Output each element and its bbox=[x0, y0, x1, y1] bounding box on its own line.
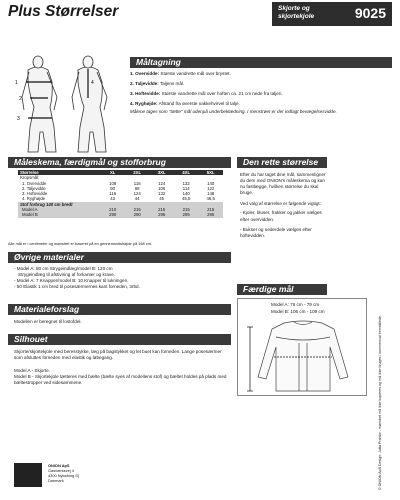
cell: 215 bbox=[149, 207, 174, 212]
cell: 132 bbox=[158, 191, 166, 197]
pattern-number: 9025 bbox=[354, 5, 386, 21]
cell: 124 bbox=[133, 191, 141, 197]
list-item: - 50 Elastik 1 cm bred til posesærmernes kant forneden, 3rbd. bbox=[14, 284, 140, 290]
finished-heading: Færdige mål bbox=[237, 284, 327, 295]
fabric-text: Modellen er beregnet til lostofdel. bbox=[14, 319, 82, 324]
product-badge bbox=[272, 2, 392, 26]
fabric-heading: Materialeforslag bbox=[8, 304, 231, 315]
materials-list bbox=[14, 266, 229, 290]
size-chart-heading: Måleskema, færdigmål og stofforbrug bbox=[8, 157, 231, 168]
cell: 43 bbox=[110, 196, 116, 202]
cell: 108 bbox=[109, 180, 117, 186]
row-label: 2. Taljevidde bbox=[22, 185, 46, 191]
finished-model-a: Model A: 76 cm - 79 cm bbox=[271, 302, 320, 307]
fabric-heading: Stof forbrug 140 cm bredt bbox=[18, 202, 223, 207]
measuring-item-text: Taljens mål. bbox=[159, 81, 185, 87]
measuring-item-text: Største vandrette mål over brystet. bbox=[160, 71, 231, 76]
silhouette-body bbox=[14, 349, 229, 386]
cell: 295 bbox=[174, 212, 199, 217]
company-city: 4300 Nykøbing Sj bbox=[48, 473, 79, 478]
size-column-header: 3XL bbox=[149, 170, 174, 175]
cell: 98 bbox=[134, 185, 140, 191]
measuring-item bbox=[130, 71, 392, 77]
silhouette-paragraph: Skjorte/skjortekjole med beresstykke, læg på bagstykket og let buet kan forneden. Lange posesærmer som afsluttes forneden med elastik og løbegang. bbox=[14, 349, 222, 361]
silhouette-model-a: Model A - Skjorte. bbox=[14, 368, 51, 374]
product-line-1: Skjorte og bbox=[278, 5, 310, 12]
svg-text:3: 3 bbox=[17, 116, 20, 122]
cell: 90 bbox=[110, 185, 116, 191]
measuring-item-text: Afstand fra øverste nakkehvirvel til talje. bbox=[158, 101, 240, 107]
cell: 215 bbox=[174, 207, 199, 212]
cell: 140 bbox=[182, 191, 190, 197]
measuring-note: Målene tages som "tætte" mål udenpå underbeklædning. I menstrøet er der indlagt bevægelsesvidde. bbox=[130, 109, 337, 115]
svg-text:2: 2 bbox=[19, 96, 22, 102]
size-column-header: Størrelse bbox=[18, 170, 100, 175]
cell: 132 bbox=[182, 180, 190, 186]
size-chart bbox=[18, 170, 223, 218]
row-label: 4. Ryghøjde bbox=[22, 196, 46, 202]
cell: 122 bbox=[207, 185, 215, 191]
materials-heading: Øvrige materialer bbox=[8, 252, 231, 263]
list-item: - Kjoler, bluser, frakker og jakker vælges efter overvidden. bbox=[240, 210, 322, 222]
right-size-paragraph: Ved valg af størrelse er følgende vigtigt: bbox=[240, 201, 321, 207]
svg-text:1: 1 bbox=[15, 80, 18, 86]
company-logo bbox=[14, 463, 42, 487]
body-figure-illustration bbox=[12, 52, 120, 172]
cell: 114 bbox=[182, 185, 190, 191]
cell: 116 bbox=[133, 180, 141, 186]
measuring-item-label: 2. Taljevidde: bbox=[130, 81, 159, 87]
finished-box bbox=[237, 298, 367, 396]
product-type bbox=[278, 5, 314, 20]
product-line-2: skjortekjole bbox=[278, 12, 315, 20]
measuring-item-text: Største vandrette mål over hoften ca. 21 cm nede fra taljen. bbox=[161, 91, 283, 97]
list-item: - Model A: 7 Knapper/model B: 10 Knapper til lukningen. bbox=[14, 278, 129, 284]
cell: 44 bbox=[134, 196, 140, 202]
company-address bbox=[48, 463, 128, 483]
size-column-header: 4XL bbox=[174, 170, 199, 175]
list-item: - Model A: 80 cm Strygeindlæg/model B: 120 cm bbox=[14, 266, 113, 271]
cell: 140 bbox=[207, 180, 215, 186]
cell: 116 bbox=[109, 191, 117, 197]
cell: 45 bbox=[159, 196, 165, 202]
cell: 290 bbox=[100, 212, 125, 217]
cell: 215 bbox=[125, 207, 150, 212]
cell: 106 bbox=[158, 185, 166, 191]
company-country: Danmark bbox=[48, 478, 64, 483]
cell: 215 bbox=[198, 207, 223, 212]
right-size-paragraph: Efter du har taget dine mål, sammenligner du dem med ONION's måleskema og kan nu fastlægge, hvilken størrelse du skal bruge. bbox=[240, 172, 326, 196]
cell: 295 bbox=[198, 212, 223, 217]
body-heading: Kropsmål: bbox=[20, 175, 40, 181]
cell: 124 bbox=[158, 180, 166, 186]
finished-model-b: Model B: 106 cm - 109 cm bbox=[271, 309, 325, 314]
size-column-header: 2XL bbox=[125, 170, 150, 175]
cell: 295 bbox=[149, 212, 174, 217]
right-size-body bbox=[240, 172, 330, 239]
size-column-header: XL bbox=[100, 170, 125, 175]
measuring-item bbox=[130, 81, 392, 87]
list-item: - Bukser og nederdele vælges efter hoftevidden. bbox=[240, 226, 312, 238]
row-label: Model B bbox=[18, 212, 100, 217]
row-label: Model A bbox=[18, 207, 100, 212]
size-column-header: 5XL bbox=[198, 170, 223, 175]
measuring-item bbox=[130, 91, 392, 97]
measuring-list bbox=[130, 71, 392, 115]
cell: 148 bbox=[207, 191, 215, 197]
silhouette-heading: Silhouet bbox=[8, 334, 231, 345]
list-item: Strygeindlæg til afstivning af forkanter og krave. bbox=[18, 272, 116, 278]
cell: 46,5 bbox=[206, 196, 215, 202]
shirt-back-illustration bbox=[244, 317, 362, 395]
measuring-heading: Måltagning bbox=[130, 57, 392, 68]
right-size-heading: Den rette størrelse bbox=[237, 157, 327, 168]
copyright-side-text: © ONION ApS Design: Jutta Prahtor - mønstret må ikke kopieres og må ikke bruges i kommercial fremstillede. bbox=[378, 314, 382, 490]
cell: 45,5 bbox=[182, 196, 191, 202]
cell: 210 bbox=[100, 207, 125, 212]
table-row bbox=[18, 212, 223, 217]
row-label: 1. Overvidde bbox=[22, 180, 47, 186]
company-street: Gasværksvej 4 bbox=[48, 468, 74, 473]
measuring-item-label: 1. Overvidde: bbox=[130, 71, 160, 76]
svg-text:4: 4 bbox=[91, 80, 94, 86]
measuring-item bbox=[130, 101, 392, 107]
measuring-item-label: 4. Ryghøjde: bbox=[130, 101, 158, 107]
row-label: 3. Hoftevidde bbox=[22, 191, 48, 197]
company-name: ONION ApS bbox=[48, 463, 70, 468]
measuring-item-label: 3. Hoftevidde: bbox=[130, 91, 161, 97]
cell: 290 bbox=[125, 212, 150, 217]
page-title: Plus Størrelser bbox=[8, 3, 119, 20]
silhouette-model-b: Model B - Skjortekjole tætteres med bælte (bælte syes af modellens stof) og bæltet holdes på plads med bæltestropper ved sidesømmene. bbox=[14, 374, 227, 386]
size-chart-footnote: Alle mål er i centimeter og mønstret er baseret på en gennemsnitshøjde på 168 cm. bbox=[8, 241, 153, 246]
